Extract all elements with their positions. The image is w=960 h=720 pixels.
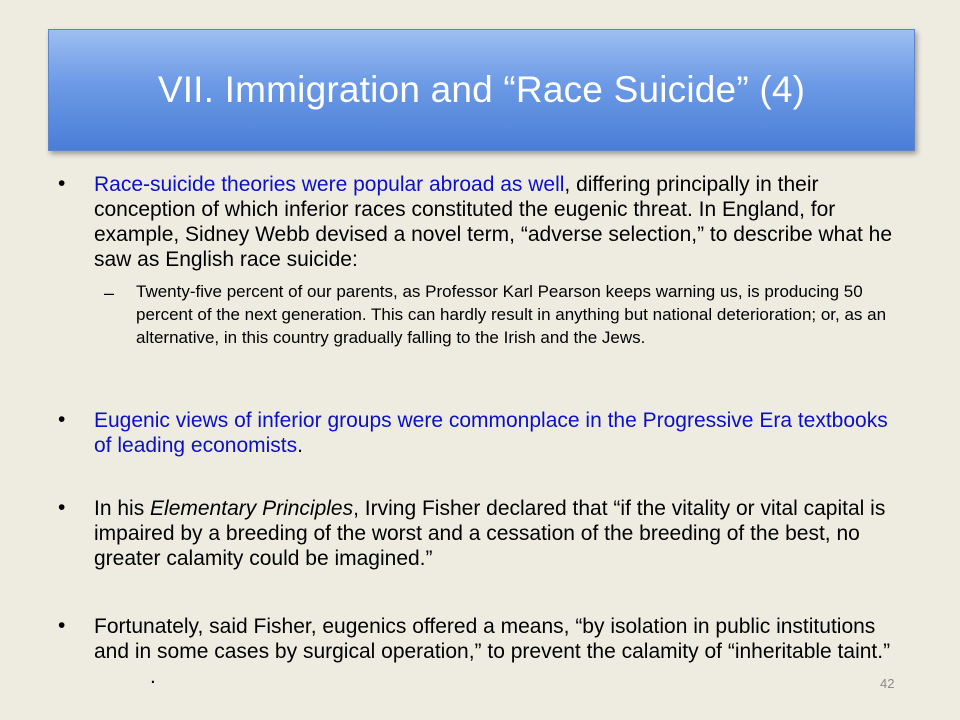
bullet-3-pre: In his [94, 497, 151, 520]
page-number: 42 [880, 676, 895, 691]
bullet-1-subquote: Twenty-five percent of our parents, as Professor Karl Pearson keeps warning us, is producing 50 percent of the next generation. This can hardly result in anything but national deterioration; or, as an alternative, in this country gradually falling to the Irish and the Jews. [136, 282, 887, 347]
bullet-marker: • [58, 172, 66, 195]
bullet-3-text [94, 496, 904, 571]
bullet-marker: • [58, 614, 66, 637]
bullet-1-highlight: Race-suicide theories were popular abroad as well [94, 173, 565, 196]
bullet-2-text [94, 408, 904, 458]
bullet-2-highlight: Eugenic views of inferior groups were commonplace in the Progressive Era textbooks of leading economists [94, 409, 888, 457]
bullet-4-text [94, 614, 904, 689]
bullet-4-trailing: . [150, 665, 156, 688]
bullet-marker: • [58, 408, 66, 431]
bullet-marker: • [58, 496, 66, 519]
dash-marker: – [104, 283, 115, 303]
book-title: Elementary Principles [150, 497, 354, 520]
slide-title: VII. Immigration and “Race Suicide” (4) [157, 69, 806, 110]
bullet-3-rest: , Irving Fisher declared that “if the vitality or vital capital is impaired by a breeding of the worst and a cessation of the breeding of the best, no greater calamity could be imagined.” [94, 497, 886, 570]
bullet-1-rest: , differing principally in their conception of which inferior races constituted the eugenic threat. In England, for example, Sidney Webb devised a novel term, “adverse selection,” to describe what he saw as English race suicide: [94, 173, 893, 271]
bullet-1-text [94, 172, 904, 272]
bullet-4-body: Fortunately, said Fisher, eugenics offered a means, “by isolation in public institutions and in some cases by surgical operation,” to prevent the calamity of “inheritable taint.” [94, 615, 891, 663]
bullet-2-rest: . [297, 434, 303, 457]
